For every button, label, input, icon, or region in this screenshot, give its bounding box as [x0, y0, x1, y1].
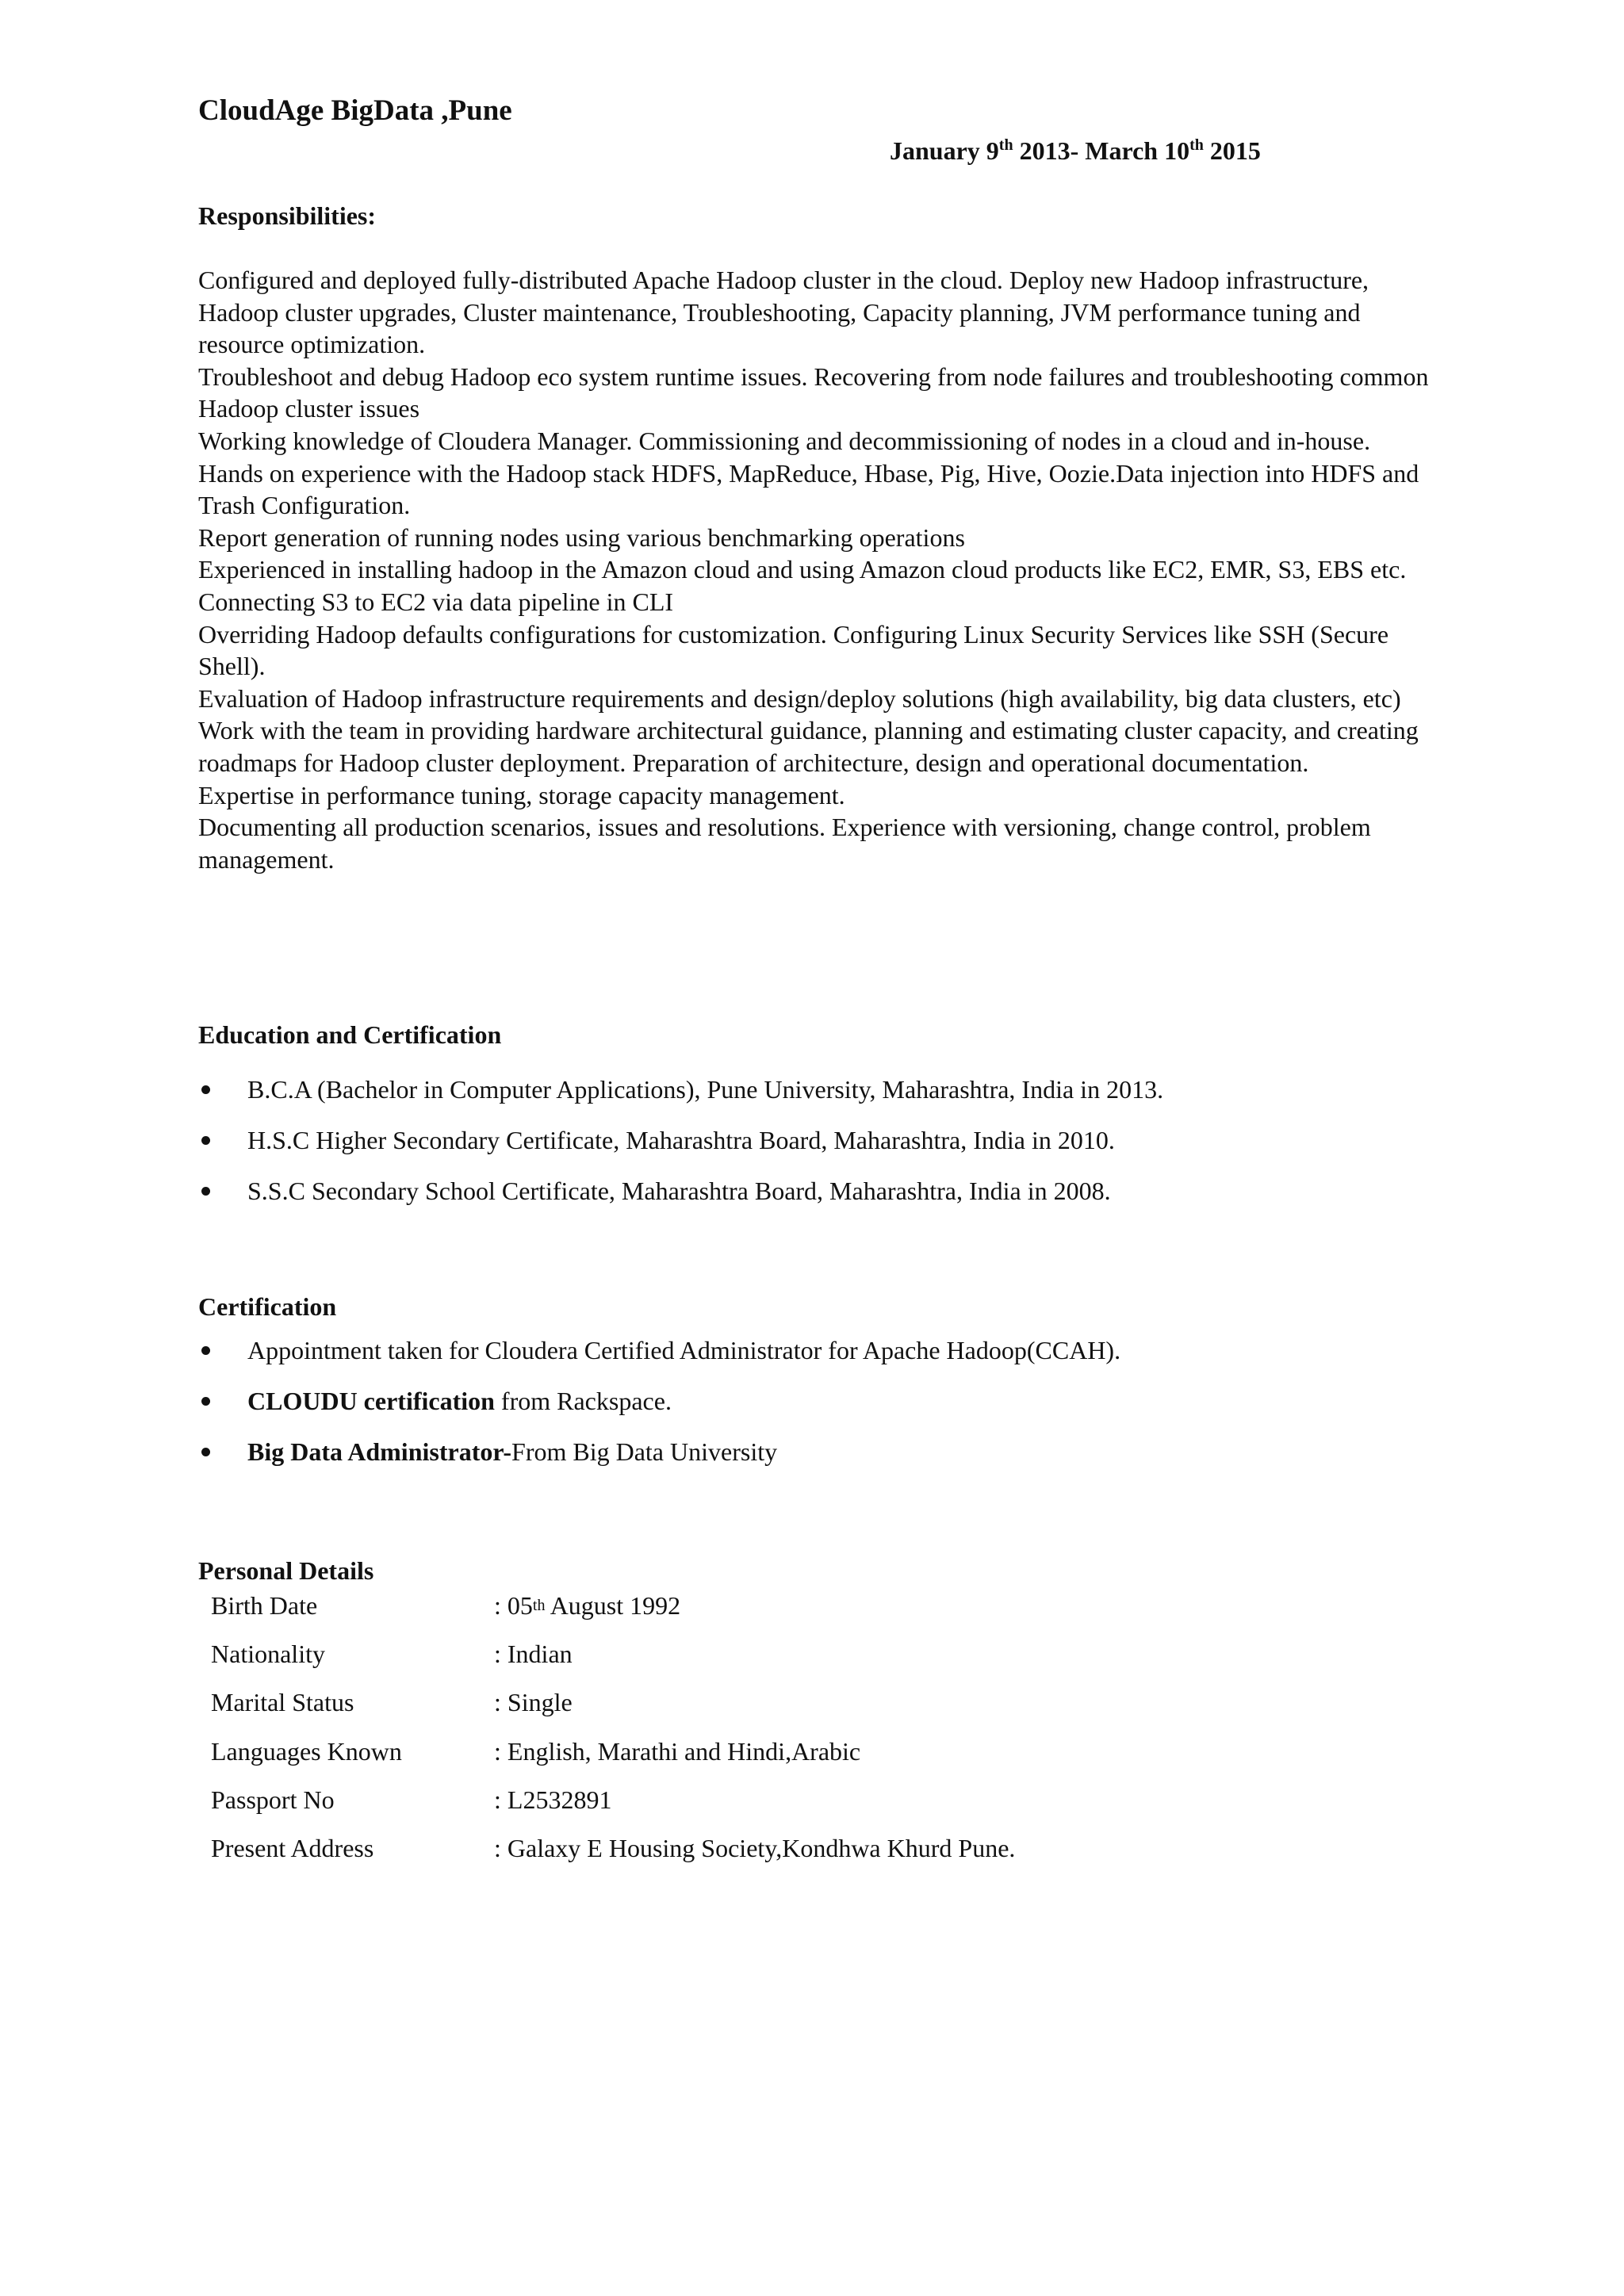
responsibilities-list — [198, 264, 1443, 875]
detail-value-text: August 1992 — [545, 1591, 681, 1620]
education-item-text: S.S.C Secondary School Certificate, Maharashtra Board, Maharashtra, India in 2008. — [247, 1177, 1111, 1205]
responsibility-item: Troubleshoot and debug Hadoop eco system runtime issues. Recovering from node failures and troubleshooting common Hadoop cluster issues — [198, 362, 1429, 423]
company-title: CloudAge BigData ,Pune — [198, 94, 512, 127]
responsibilities-heading: Responsibilities: — [198, 201, 377, 230]
responsibility-item: Report generation of running nodes using various benchmarking operations — [198, 522, 965, 552]
certification-item — [198, 1436, 1467, 1487]
date-start-suffix: th — [998, 136, 1013, 154]
responsibility-item: Evaluation of Hadoop infrastructure requirements and design/deploy solutions (high availability, big data clusters, etc) — [198, 683, 1401, 713]
responsibility-item: Hands on experience with the Hadoop stack HDFS, MapReduce, Hbase, Pig, Hive, Oozie.Data injection into HDFS and Trash Configuration. — [198, 458, 1419, 520]
detail-label: Languages Known — [211, 1736, 402, 1766]
responsibility-item: Configured and deployed fully-distributed Apache Hadoop cluster in the cloud. Deploy new Hadoop infrastructure, Hadoop cluster upgrades, Cluster maintenance, Troubleshooting, Capacity planning, JVM performance tuning and resource optimization. — [198, 266, 1369, 359]
certification-item-text: From Big Data University — [511, 1437, 778, 1466]
bullet-icon — [201, 1085, 210, 1094]
detail-label: Passport No — [211, 1785, 335, 1814]
date-start-month: January 9 — [890, 136, 999, 165]
education-item — [198, 1073, 1467, 1124]
responsibility-item: Expertise in performance tuning, storage capacity management. — [198, 780, 845, 809]
detail-value-text: : L2532891 — [494, 1785, 612, 1814]
detail-label: Birth Date — [211, 1591, 318, 1620]
responsibility-item: Working knowledge of Cloudera Manager. Commissioning and decommissioning of nodes in a cloud and in-house. — [198, 426, 1371, 455]
detail-value — [494, 1590, 680, 1621]
detail-value-text: : Galaxy E Housing Society,Kondhwa Khurd Pune. — [494, 1833, 1016, 1862]
responsibility-item: Experienced in installing hadoop in the Amazon cloud and using Amazon cloud products like EC2, EMR, S3, EBS etc. Connecting S3 to EC2 via data pipeline in CLI — [198, 555, 1407, 616]
detail-value-text: : Single — [494, 1688, 573, 1717]
detail-value — [494, 1686, 573, 1718]
certification-item-bold: CLOUDU certification — [247, 1387, 495, 1415]
detail-value-text: : 05 — [494, 1591, 533, 1620]
certification-heading: Certification — [198, 1292, 337, 1321]
detail-label: Present Address — [211, 1833, 374, 1862]
detail-value — [494, 1784, 611, 1816]
detail-value — [494, 1735, 860, 1767]
education-item-text: B.C.A (Bachelor in Computer Applications), Pune University, Maharashtra, India in 2013. — [247, 1075, 1164, 1104]
certification-item-text: from Rackspace. — [494, 1387, 672, 1415]
detail-value-text: : Indian — [494, 1640, 573, 1669]
detail-label: Marital Status — [211, 1688, 354, 1717]
bullet-icon — [201, 1346, 210, 1355]
detail-label: Nationality — [211, 1640, 325, 1669]
detail-value — [494, 1832, 1015, 1864]
education-item — [198, 1124, 1467, 1175]
detail-value — [494, 1638, 573, 1670]
certification-item-text: Appointment taken for Cloudera Certified Administrator for Apache Hadoop(CCAH). — [247, 1336, 1121, 1364]
responsibility-item: Work with the team in providing hardware architectural guidance, planning and estimating cluster capacity, and creating roadmaps for Hadoop cluster deployment. Preparation of architecture, design and operational documentation. — [198, 716, 1419, 777]
bullet-icon — [201, 1187, 210, 1196]
detail-value-text: : English, Marathi and Hindi,Arabic — [494, 1736, 861, 1766]
education-heading: Education and Certification — [198, 1020, 502, 1049]
date-end-year: 2015 — [1203, 136, 1261, 165]
education-item — [198, 1175, 1467, 1226]
bullet-icon — [201, 1397, 210, 1406]
employment-date-range — [890, 136, 1261, 166]
bullet-icon — [201, 1448, 210, 1456]
responsibility-item: Overriding Hadoop defaults configurations for customization. Configuring Linux Security Services like SSH (Secure Shell). — [198, 619, 1389, 681]
date-start-year: 2013- March 10 — [1013, 136, 1190, 165]
responsibility-item: Documenting all production scenarios, issues and resolutions. Experience with versioning, change control, problem management. — [198, 813, 1371, 874]
certification-list — [198, 1334, 1467, 1487]
certification-item-bold: Big Data Administrator- — [247, 1437, 512, 1466]
education-list — [198, 1073, 1467, 1226]
detail-value-suffix: th — [532, 1597, 546, 1614]
date-end-suffix: th — [1189, 136, 1204, 154]
certification-item — [198, 1385, 1467, 1436]
certification-item — [198, 1334, 1467, 1385]
education-item-text: H.S.C Higher Secondary Certificate, Maharashtra Board, Maharashtra, India in 2010. — [247, 1126, 1115, 1154]
bullet-icon — [201, 1136, 210, 1145]
personal-details-heading: Personal Details — [198, 1556, 374, 1585]
